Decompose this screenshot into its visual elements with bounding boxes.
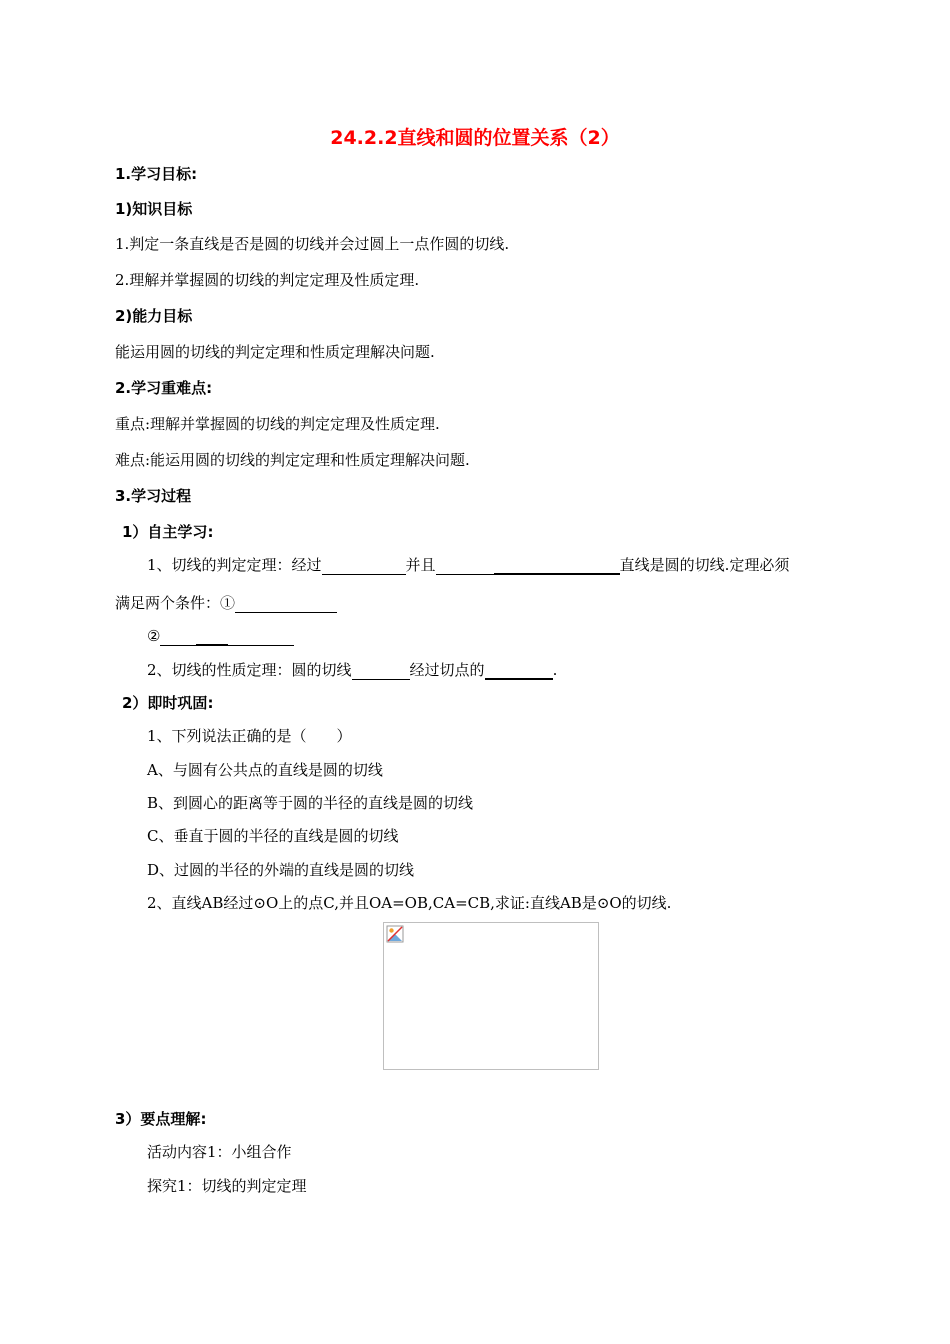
question-2: 2、切线的性质定理：圆的切线 经过切点的 . xyxy=(147,661,558,679)
key-point: 重点:理解并掌握圆的切线的判定定理及性质定理. xyxy=(115,415,440,433)
fill-blank[interactable] xyxy=(196,628,228,646)
key-understanding-heading: 3）要点理解: xyxy=(115,1110,207,1128)
fill-blank[interactable] xyxy=(228,629,294,646)
practice-question-1: 1、下列说法正确的是（ ） xyxy=(147,727,352,745)
option-a: A、与圆有公共点的直线是圆的切线 xyxy=(147,761,383,779)
fill-blank[interactable] xyxy=(352,663,410,680)
self-study-heading: 1）自主学习: xyxy=(122,523,214,541)
ability-goal-heading: 2)能力目标 xyxy=(115,307,193,325)
difficult-point: 难点:能运用圆的切线的判定定理和性质定理解决问题. xyxy=(115,451,470,469)
activity-content: 活动内容1：小组合作 xyxy=(147,1143,292,1161)
question-1-line-2: 满足两个条件：① xyxy=(115,593,337,613)
fill-blank[interactable] xyxy=(494,557,620,575)
practice-question-2: 2、直线AB经过⊙O上的点C,并且OA=OB,CA=CB,求证:直线AB是⊙O的切线. xyxy=(147,894,672,912)
fill-blank[interactable] xyxy=(322,558,406,575)
practice-heading: 2）即时巩固: xyxy=(122,694,214,712)
ability-goal-1: 能运用圆的切线的判定定理和性质定理解决问题. xyxy=(115,343,435,361)
fill-blank[interactable] xyxy=(160,629,196,646)
question-1-line-3: ② xyxy=(147,626,294,646)
knowledge-goal-2: 2.理解并掌握圆的切线的判定定理及性质定理. xyxy=(115,271,420,289)
figure-placeholder xyxy=(383,922,599,1070)
question-1-line-1: 1、切线的判定定理：经过 并且 直线是圆的切线.定理必须 xyxy=(147,556,790,574)
section-1-heading: 1.学习目标: xyxy=(115,165,198,183)
option-d: D、过圆的半径的外端的直线是圆的切线 xyxy=(147,861,415,879)
option-b: B、到圆心的距离等于圆的半径的直线是圆的切线 xyxy=(147,794,474,812)
section-3-heading: 3.学习过程 xyxy=(115,487,192,505)
fill-blank[interactable] xyxy=(235,596,337,613)
fill-blank[interactable] xyxy=(436,558,494,575)
knowledge-goal-heading: 1)知识目标 xyxy=(115,200,193,218)
page-title: 24.2.2直线和圆的位置关系（2） xyxy=(330,127,620,149)
knowledge-goal-1: 1.判定一条直线是否是圆的切线并会过圆上一点作圆的切线. xyxy=(115,235,510,253)
broken-image-icon xyxy=(386,925,404,943)
fill-blank[interactable] xyxy=(485,662,553,680)
section-2-heading: 2.学习重难点: xyxy=(115,379,213,397)
exploration-1: 探究1：切线的判定定理 xyxy=(147,1177,307,1195)
option-c: C、垂直于圆的半径的直线是圆的切线 xyxy=(147,827,399,845)
